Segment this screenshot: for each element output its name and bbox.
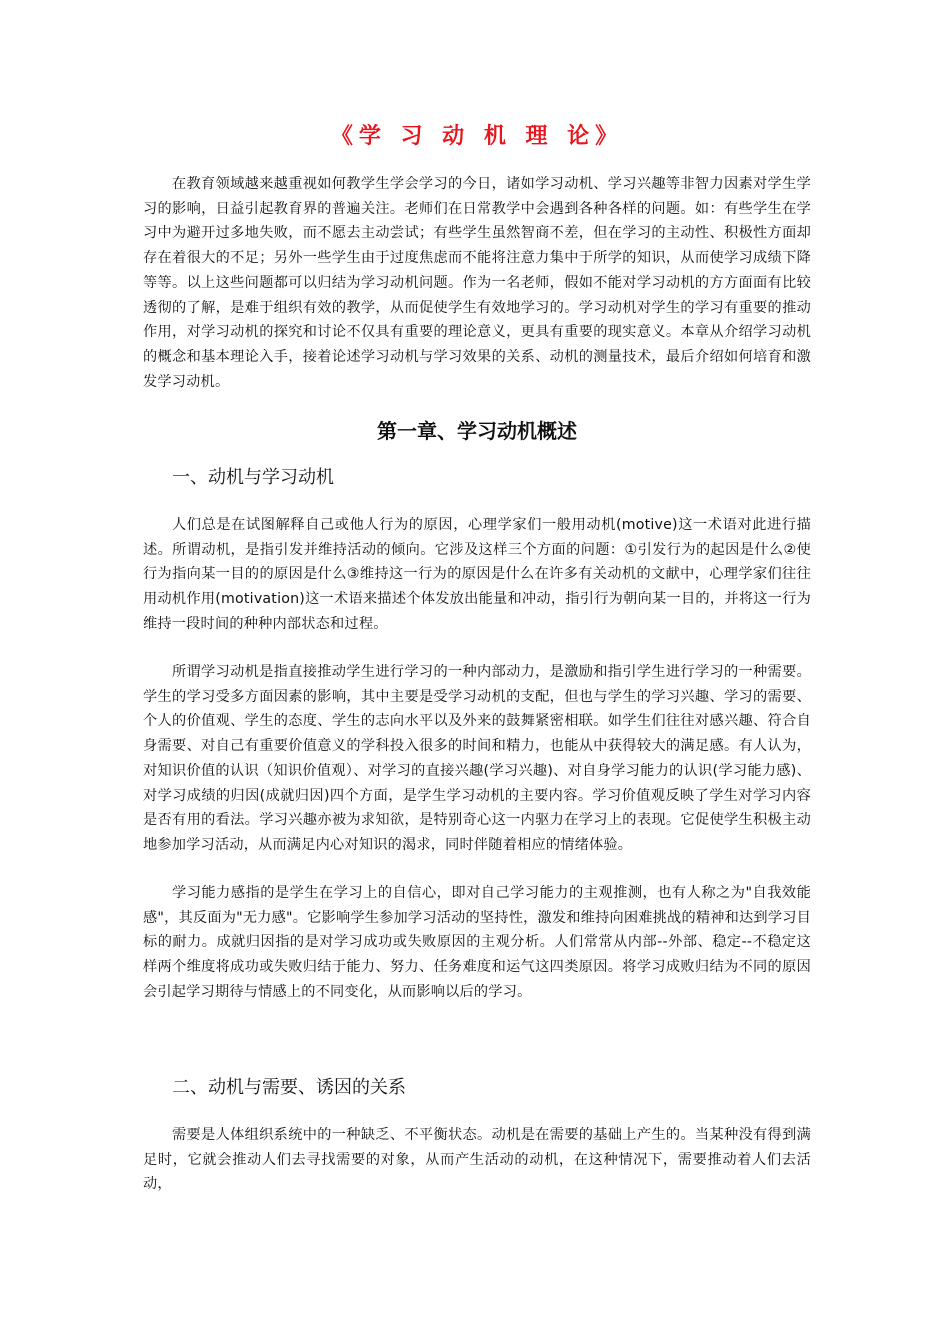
section2-paragraph-1: 需要是人体组织系统中的一种缺乏、不平衡状态。动机是在需要的基础上产生的。当某种没有得到满足时，它就会推动人们去寻找需要的对象，从而产生活动的动机，在这种情况下，需要推动着人们去活动， <box>143 1127 811 1193</box>
section1-paragraph-3: 学习能力感指的是学生在学习上的自信心，即对自己学习能力的主观推测，也有人称之为"自我效能感"，其反面为"无力感"。它影响学生参加学习活动的坚持性，激发和维持向困难挑战的精神和达到学习目标的耐力。成就归因指的是对学习成功或失败原因的主观分析。人们常常从内部--外部、稳定--不稳定这样两个维度将成功或失败归结于能力、努力、任务难度和运气这四类原因。将学习成败归结为不同的原因会引起学习期待与情感上的不同变化，从而影响以后的学习。 <box>143 885 811 1000</box>
section1-paragraph-1: 人们总是在试图解释自己或他人行为的原因，心理学家们一般用动机(motive)这一术语对此进行描述。所谓动机，是指引发并维持活动的倾向。它涉及这样三个方面的问题：①引发行为的起因是什么②使行为指向某一目的的原因是什么③维持这一行为的原因是什么在许多有关动机的文献中，心理学家们往往用动机作用(motivation)这一术语来描述个体发放出能量和冲动，指引行为朝向某一目的，并将这一行为维持一段时间的种种内部状态和过程。 <box>143 517 811 632</box>
document-title: 《学 习 动 机 理 论》 <box>330 124 624 149</box>
intro-paragraph: 在教育领域越来越重视如何教学生学会学习的今日，诸如学习动机、学习兴趣等非智力因素对学生学习的影响，日益引起教育界的普遍关注。老师们在日常教学中会遇到各种各样的问题。如：有些学生在学习中为避开过多地失败，而不愿去主动尝试；有些学生虽然智商不差，但在学习的主动性、积极性方面却存在着很大的不足；另外一些学生由于过度焦虑而不能将注意力集中于所学的知识，从而使学习成绩下降等等。以上这些问题都可以归结为学习动机问题。作为一名老师，假如不能对学习动机的方方面面有比较透彻的了解，是难于组织有效的教学，从而促使学生有效地学习的。学习动机对学生的学习有重要的推动作用，对学习动机的探究和讨论不仅具有重要的理论意义，更具有重要的现实意义。本章从介绍学习动机的概念和基本理论入手，接着论述学习动机与学习效果的关系、动机的测量技术，最后介绍如何培育和激发学习动机。 <box>143 176 811 390</box>
section-heading-1: 一、动机与学习动机 <box>172 467 334 488</box>
section1-paragraph-2: 所谓学习动机是指直接推动学生进行学习的一种内部动力，是激励和指引学生进行学习的一种需要。学生的学习受多方面因素的影响，其中主要是受学习动机的支配，但也与学生的学习兴趣、学习的需要、个人的价值观、学生的态度、学生的志向水平以及外来的鼓舞紧密相联。如学生们往往对感兴趣、符合自身需要、对自己有重要价值意义的学科投入很多的时间和精力，也能从中获得较大的满足感。有人认为，对知识价值的认识（知识价值观）、对学习的直接兴趣(学习兴趣)、对自身学习能力的认识(学习能力感)、对学习成绩的归因(成就归因)四个方面，是学生学习动机的主要内容。学习价值观反映了学生对学习内容是否有用的看法。学习兴趣亦被为求知欲，是特别奇心这一内驱力在学习上的表现。它促使学生积极主动地参加学习活动，从而满足内心对知识的渴求，同时伴随着相应的情绪体验。 <box>143 664 811 853</box>
section-heading-2: 二、动机与需要、诱因的关系 <box>172 1077 406 1098</box>
chapter-title: 第一章、学习动机概述 <box>377 419 577 443</box>
